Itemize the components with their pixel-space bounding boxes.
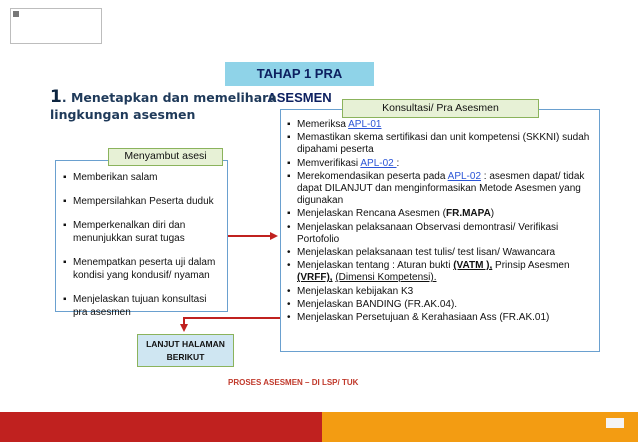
bottom-bar [0, 412, 638, 442]
right-panel-item [287, 222, 595, 246]
next-page-line2: BERIKUT [166, 352, 205, 362]
left-panel-item-text: Memberikan salam [73, 172, 158, 183]
right-panel-item [287, 132, 595, 156]
left-panel-label: Menyambut asesi [108, 148, 223, 166]
square-bullet-icon: ▪ [287, 170, 291, 182]
right-panel-item-text: Memverifikasi [297, 157, 361, 169]
right-panel-item [287, 208, 595, 220]
left-panel [55, 160, 228, 318]
form-link[interactable]: APL-02 [447, 170, 482, 182]
left-panel-item [63, 171, 223, 184]
page-mark [606, 418, 624, 428]
square-bullet-icon: ▪ [63, 220, 67, 231]
right-panel-item-text: : asesmen dapat/ tidak dapat DILANJUT dan menginformasikan Metode Asesmen yang digunakan [297, 170, 585, 207]
square-bullet-icon: ▪ [63, 257, 67, 268]
dot-bullet-icon: • [287, 298, 291, 310]
left-panel-item-text: Mempersilahkan Peserta duduk [73, 196, 214, 207]
right-panel-item-text: Menjelaskan kebijakan K3 [297, 285, 414, 297]
right-panel-item-text: (VRFF), [297, 272, 333, 284]
right-panel-item [287, 299, 595, 311]
dot-bullet-icon: • [287, 260, 291, 272]
right-panel-item-text: Menjelaskan Persetujuan & Kerahasiaan Ass (FR.AK.01) [297, 312, 550, 324]
section-heading-line2: lingkungan asesmen [50, 107, 196, 122]
square-bullet-icon: ▪ [63, 294, 67, 305]
section-number: 1 [50, 87, 62, 107]
left-panel-item [63, 256, 223, 282]
right-panel-item-text: Menjelaskan BANDING (FR.AK.04). [297, 298, 458, 310]
right-panel-item [287, 119, 595, 131]
left-panel-item [63, 293, 223, 319]
right-panel-item-text: ) [490, 208, 495, 220]
square-bullet-icon: ▪ [63, 172, 67, 183]
right-panel-item-text: Menjelaskan Rencana Asesmen ( [297, 208, 446, 220]
form-link[interactable]: APL-01 [348, 119, 382, 130]
square-bullet-icon: ▪ [63, 196, 67, 207]
right-panel-item-text: Prinsip Asesmen [492, 260, 570, 272]
section-heading-text: . Menetapkan dan memelihara [61, 90, 277, 105]
right-panel-item [287, 312, 595, 324]
right-panel-item-text: Menjelaskan tentang : Aturan bukti [297, 260, 454, 272]
square-bullet-icon: ▪ [287, 208, 291, 220]
left-panel-item-text: Memperkenalkan diri dan menunjukkan surat tugas [73, 220, 186, 244]
bottom-bar-red [0, 412, 322, 442]
left-panel-item [63, 219, 223, 245]
right-panel-item [287, 260, 595, 284]
right-panel-item-text: FR.MAPA [445, 208, 491, 220]
dot-bullet-icon: • [287, 247, 291, 259]
right-panel-item [287, 286, 595, 298]
form-link[interactable]: APL-02 [360, 157, 397, 169]
dot-bullet-icon: • [287, 221, 291, 233]
left-panel-item-text: Menjelaskan tujuan konsultasi pra asesmen [73, 294, 207, 318]
square-bullet-icon: ▪ [287, 119, 291, 130]
logo-icon [13, 11, 19, 17]
section-heading-line1 [50, 89, 277, 106]
dot-bullet-icon: • [287, 285, 291, 297]
right-panel-item-text: (Dimensi Kompetensi). [335, 272, 437, 284]
right-panel-item-text: Memeriksa [297, 119, 349, 130]
arrow-right-to-lanjut [184, 318, 280, 330]
footer-caption: PROSES ASESMEN – DI LSP/ TUK [228, 378, 359, 387]
right-panel-item [287, 247, 595, 259]
page-title: TAHAP 1 PRA ASESMEN [225, 62, 374, 86]
right-panel-item-text: Merekomendasikan peserta pada [297, 170, 448, 182]
right-panel-item-text: Memastikan skema sertifikasi dan unit kompetensi (SKKNI) sudah dipahami peserta [297, 132, 590, 156]
right-panel-item [287, 158, 595, 170]
square-bullet-icon: ▪ [287, 132, 291, 144]
next-page-line1: LANJUT HALAMAN [146, 339, 225, 349]
right-panel-item [287, 171, 595, 208]
left-panel-list [63, 171, 223, 319]
section-heading [50, 89, 277, 123]
right-panel-item-text: Menjelaskan pelaksanaan test tulis/ test lisan/ Wawancara [297, 247, 556, 259]
left-panel-item [63, 195, 223, 208]
right-panel-item-text: : [396, 157, 400, 169]
next-page-box[interactable] [137, 334, 234, 367]
right-panel-item-text: (VATM ), [453, 260, 493, 272]
right-panel-list [287, 119, 595, 324]
bottom-bar-orange [322, 412, 638, 442]
square-bullet-icon: ▪ [287, 157, 291, 169]
left-panel-item-text: Menempatkan peserta uji dalam kondisi yang kondusif/ nyaman [73, 257, 216, 281]
right-panel [280, 109, 600, 352]
dot-bullet-icon: • [287, 312, 291, 324]
right-panel-label: Konsultasi/ Pra Asesmen [342, 99, 539, 118]
logo [10, 8, 102, 44]
right-panel-item-text: Menjelaskan pelaksanaan Observasi demontrasi/ Verifikasi Portofolio [297, 221, 559, 245]
